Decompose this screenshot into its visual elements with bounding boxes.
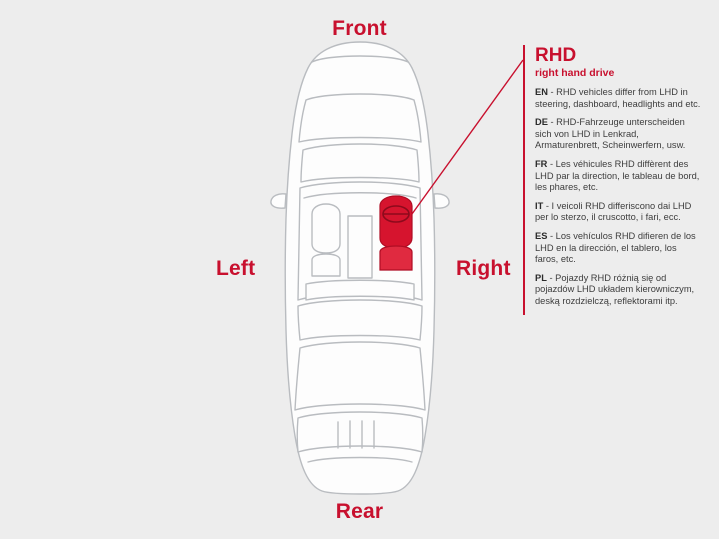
callout-title: RHD: [535, 45, 577, 66]
description-text: - Les véhicules RHD diffèrent des LHD par la direction, le tableau de bord, les phares, etc.: [535, 158, 700, 193]
callout-description-list: [535, 87, 701, 308]
description-text: - RHD-Fahrzeuge unterscheiden sich von LHD in Lenkrad, Armaturenbrett, Scheinwerfern, usw.: [535, 117, 686, 151]
orientation-label-left: Left: [216, 257, 256, 280]
callout-description-pl: [535, 273, 701, 308]
language-code: IT: [535, 200, 544, 211]
callout-description-en: [535, 87, 701, 110]
callout-description-fr: [535, 159, 701, 194]
language-code: DE: [535, 117, 548, 128]
rhd-highlight-region: [380, 196, 412, 270]
rhd-callout: [523, 45, 701, 315]
orientation-label-rear: Rear: [335, 500, 384, 523]
description-text: - Los vehículos RHD difieren de los LHD en la dirección, el tablero, los faros, etc.: [535, 230, 696, 265]
car-top-view-illustration: [250, 38, 470, 498]
orientation-label-front: Front: [332, 17, 387, 40]
callout-subtitle: right hand drive: [535, 67, 615, 79]
description-text: - I veicoli RHD differiscono dai LHD per lo sterzo, il cruscotto, i fari, ecc.: [535, 200, 692, 223]
language-code: ES: [535, 230, 548, 241]
callout-description-es: [535, 231, 701, 266]
orientation-label-right: Right: [456, 257, 511, 280]
language-code: EN: [535, 87, 548, 97]
language-code: PL: [535, 272, 547, 283]
callout-description-de: [535, 117, 701, 152]
callout-description-it: [535, 201, 701, 224]
description-text: - Pojazdy RHD różnią się od pojazdów LHD układem kierowniczym, deską rozdzielczą, reflektorami itp.: [535, 272, 695, 306]
language-code: FR: [535, 158, 548, 169]
description-text: - RHD vehicles differ from LHD in steering, dashboard, headlights and etc.: [535, 87, 701, 109]
